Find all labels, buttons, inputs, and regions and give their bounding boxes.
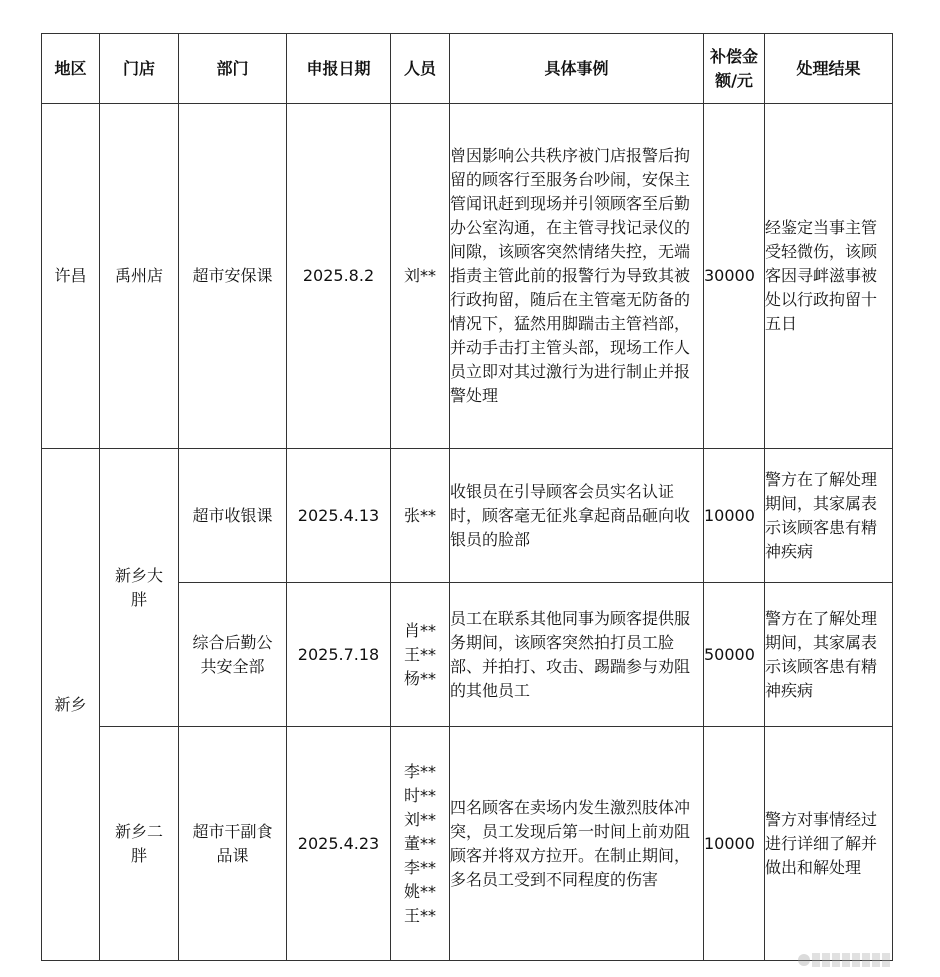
staff-cell [391, 583, 450, 727]
staff-cell [391, 727, 450, 961]
staff-name: 王** [403, 905, 436, 925]
department-cell: 超市干副食品课 [179, 727, 287, 961]
store-cell: 新乡二胖 [100, 727, 179, 961]
result-cell: 经鉴定当事主管受轻微伤，该顾客因寻衅滋事被处以行政拘留十五日 [765, 104, 893, 449]
staff-name: 张** [403, 505, 436, 525]
result-cell: 警方对事情经过进行详细了解并做出和解处理 [765, 727, 893, 961]
staff-name: 姚** [403, 881, 436, 901]
department-cell: 超市安保课 [179, 104, 287, 449]
store-cell: 禹州店 [100, 104, 179, 449]
header-region: 地区 [42, 34, 100, 104]
header-case: 具体事例 [450, 34, 704, 104]
staff-name: 李** [403, 761, 436, 781]
header-store: 门店 [100, 34, 179, 104]
case-cell: 员工在联系其他同事为顾客提供服务期间，该顾客突然拍打员工脸部、并拍打、攻击、踢踹参与劝阻的其他员工 [450, 583, 704, 727]
header-department: 部门 [179, 34, 287, 104]
amount-cell: 10000 [704, 449, 765, 583]
staff-cell [391, 449, 450, 583]
result-cell: 警方在了解处理期间，其家属表示该顾客患有精神疾病 [765, 583, 893, 727]
header-row [42, 34, 893, 104]
staff-name: 时** [403, 785, 436, 805]
staff-name: 王** [403, 644, 436, 664]
case-cell: 曾因影响公共秩序被门店报警后拘留的顾客行至服务台吵闹，安保主管闻讯赶到现场并引领顾客至后勤办公室沟通，在主管寻找记录仪的间隙，该顾客突然情绪失控，无端指责主管此前的报警行为导致其被行政拘留，随后在主管毫无防备的情况下，猛然用脚踹击主管裆部，并动手击打主管头部，现场工作人员立即对其过激行为进行制止并报警处理 [450, 104, 704, 449]
date-cell: 2025.4.13 [287, 449, 391, 583]
result-cell: 警方在了解处理期间，其家属表示该顾客患有精神疾病 [765, 449, 893, 583]
table-row [42, 449, 893, 583]
region-cell: 许昌 [42, 104, 100, 449]
amount-cell: 10000 [704, 727, 765, 961]
staff-name: 刘** [403, 809, 436, 829]
store-cell: 新乡大胖 [100, 449, 179, 727]
header-result: 处理结果 [765, 34, 893, 104]
table-row [42, 104, 893, 449]
department-cell: 超市收银课 [179, 449, 287, 583]
watermark [798, 950, 908, 970]
incident-table [41, 33, 893, 961]
staff-name: 杨** [403, 668, 436, 688]
amount-cell: 30000 [704, 104, 765, 449]
weibo-logo-icon [798, 954, 810, 966]
case-cell: 收银员在引导顾客会员实名认证时，顾客毫无征兆拿起商品砸向收银员的脸部 [450, 449, 704, 583]
staff-cell [391, 104, 450, 449]
date-cell: 2025.7.18 [287, 583, 391, 727]
region-cell: 新乡 [42, 449, 100, 961]
header-staff: 人员 [391, 34, 450, 104]
amount-cell: 50000 [704, 583, 765, 727]
staff-name: 刘** [403, 266, 436, 285]
header-date: 申报日期 [287, 34, 391, 104]
table-row [42, 727, 893, 961]
case-cell: 四名顾客在卖场内发生激烈肢体冲突，员工发现后第一时间上前劝阻顾客并将双方拉开。在制止期间，多名员工受到不同程度的伤害 [450, 727, 704, 961]
department-cell: 综合后勤公共安全部 [179, 583, 287, 727]
staff-name: 李** [403, 857, 436, 877]
date-cell: 2025.8.2 [287, 104, 391, 449]
date-cell: 2025.4.23 [287, 727, 391, 961]
staff-name: 肖** [403, 620, 436, 640]
header-amount: 补偿金额/元 [704, 34, 765, 104]
staff-name: 董** [403, 833, 436, 853]
